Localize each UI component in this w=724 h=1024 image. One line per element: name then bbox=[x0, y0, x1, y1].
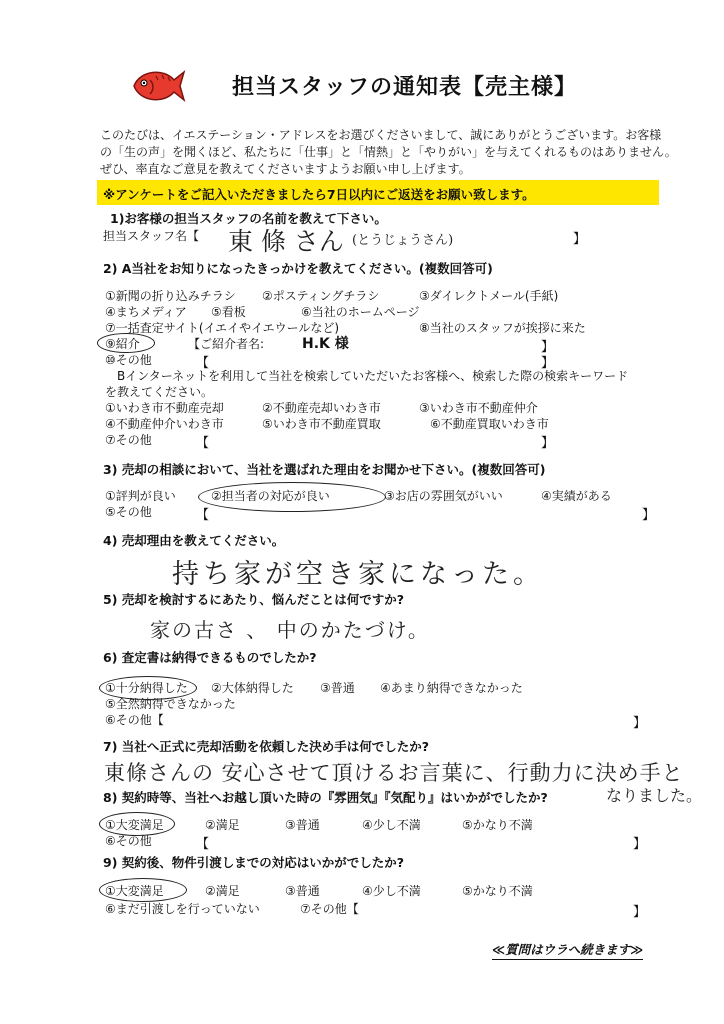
continue-note: ≪質問はウラへ続きます≫ bbox=[492, 940, 643, 960]
q2b-other-close: 】 bbox=[541, 436, 555, 451]
q2-option-other: ⑩その他 bbox=[105, 353, 152, 367]
q9-option: ⑥まだ引渡しを行っていない bbox=[105, 902, 260, 916]
q7-answer-handwritten-line-1: 東條さんの 安心させて頂けるお言葉に、行動力に決め手と bbox=[104, 761, 684, 785]
q9-question: 9) 契約後、物件引渡しまでの対応はいかがでしたか? bbox=[103, 855, 405, 870]
q2-referrer-value: H.K 様 bbox=[302, 336, 349, 352]
q3-question: 3) 売却の相談において、当社を選ばれた理由をお聞かせ下さい。(複数回答可) bbox=[103, 462, 546, 477]
q2-other-close: 】 bbox=[541, 356, 555, 371]
q5-question: 5) 売却を検討するにあたり、悩んだことは何ですか? bbox=[103, 592, 405, 607]
q1-label: 担当スタッフ名【 bbox=[103, 229, 200, 243]
q9-option: ②満足 bbox=[205, 884, 240, 898]
selected-circle-mark bbox=[99, 812, 175, 836]
q9-option: ③普通 bbox=[285, 884, 320, 898]
q9-option: ①大変満足 bbox=[105, 884, 164, 898]
q2-option: ⑧当社のスタッフが挨拶に来た bbox=[419, 321, 586, 335]
q6-option: ②大体納得した bbox=[211, 681, 294, 695]
q2-option: ⑥当社のホームページ bbox=[301, 305, 420, 319]
q2-option: ①新聞の折り込みチラシ bbox=[105, 289, 236, 303]
q2b-other-open: 【 bbox=[196, 436, 210, 451]
q7-answer-handwritten-line-2: なりました。 bbox=[606, 786, 703, 805]
q8-option: ③普通 bbox=[285, 818, 320, 832]
q1-question: 1)お客様の担当スタッフの名前を教えて下さい。 bbox=[110, 211, 387, 226]
q1-answer-handwritten: 東 條 さん bbox=[228, 227, 344, 256]
q2-option: ⑦一括査定サイト(イエイやイエウールなど) bbox=[105, 321, 340, 335]
q1-answer-reading: (とうじょうさん) bbox=[352, 233, 454, 248]
q8-option: ①大変満足 bbox=[105, 818, 164, 832]
q2-option-referral: ⑨紹介 bbox=[105, 337, 140, 351]
q8-option: ②満足 bbox=[205, 818, 240, 832]
selected-circle-mark bbox=[99, 878, 187, 902]
q2b-option: ②不動産売却いわき市 bbox=[262, 401, 381, 415]
q2-referrer-close: 】 bbox=[541, 340, 555, 355]
q3-other-close: 】 bbox=[642, 508, 656, 523]
intro-line-1: このたびは、イエステーション・アドレスをお選びくださいまして、誠にありがとうございます。お客様 bbox=[100, 128, 662, 142]
q8-option: ⑤かなり不満 bbox=[462, 818, 533, 832]
q4-answer-handwritten: 持ち家が空き家になった。 bbox=[172, 559, 544, 590]
selected-circle-mark bbox=[97, 333, 155, 353]
q3-option: ②担当者の対応が良い bbox=[211, 489, 330, 503]
q6-question: 6) 査定書は納得できるものでしたか? bbox=[103, 650, 317, 665]
q2-option: ③ダイレクトメール(手紙) bbox=[419, 289, 559, 303]
q2b-option: ①いわき市不動産売却 bbox=[105, 401, 224, 415]
q2-referrer-label: 【ご紹介者名: bbox=[188, 337, 265, 351]
selected-circle-mark bbox=[198, 482, 386, 512]
q2b-option: ⑤いわき市不動産買取 bbox=[262, 417, 381, 431]
q9-option: ④少し不満 bbox=[362, 884, 421, 898]
q6-option: ⑤全然納得できなかった bbox=[105, 697, 236, 711]
q7-question: 7) 当社へ正式に売却活動を依頼した決め手は何でしたか? bbox=[103, 739, 430, 754]
q2b-option: ④不動産仲介いわき市 bbox=[105, 417, 224, 431]
q6-option: ①十分納得した bbox=[105, 681, 188, 695]
q2-option: ②ポスティングチラシ bbox=[262, 289, 380, 303]
notice-banner-text: ※アンケートをご記入いただきましたら7日以内にご返送をお願い致します。 bbox=[103, 187, 535, 202]
q6-other-close: 】 bbox=[633, 716, 647, 731]
q8-other-open: 【 bbox=[196, 837, 210, 852]
q4-question: 4) 売却理由を教えてください。 bbox=[103, 533, 285, 548]
q3-other-open: 【 bbox=[196, 508, 210, 523]
q6-option: ④あまり納得できなかった bbox=[380, 681, 523, 695]
q9-option-other: ⑦その他【 bbox=[300, 902, 359, 916]
q3-option: ④実績がある bbox=[541, 489, 612, 503]
q2-question: 2) A当社をお知りになったきっかけを教えてください。(複数回答可) bbox=[103, 261, 493, 276]
page-title: 担当スタッフの通知表【売主様】 bbox=[232, 75, 578, 100]
q1-close-bracket: 】 bbox=[573, 232, 587, 247]
q8-question: 8) 契約時等、当社へお越し頂いた時の『雰囲気』『気配り』はいかがでしたか? bbox=[103, 790, 548, 805]
q8-other-close: 】 bbox=[633, 837, 647, 852]
q2b-question-line-2: を教えてください。 bbox=[105, 385, 214, 399]
notice-banner bbox=[97, 180, 659, 205]
intro-line-3: ぜひ、率直なご意見を教えてくださいますようお願い申し上げます。 bbox=[100, 162, 471, 176]
q2-other-open: 【 bbox=[196, 356, 210, 371]
q3-option: ③お店の雰囲気がいい bbox=[384, 489, 503, 503]
q5-answer-handwritten: 家の古さ 、 中のかたづけ。 bbox=[150, 618, 430, 642]
q2b-option-other: ⑦その他 bbox=[105, 433, 152, 447]
q2-option: ④まちメディア bbox=[105, 305, 187, 319]
q2b-option: ⑥不動産買取いわき市 bbox=[430, 417, 549, 431]
q9-other-close: 】 bbox=[633, 905, 647, 920]
q2-option: ⑤看板 bbox=[211, 305, 246, 319]
q3-option-other: ⑤その他 bbox=[105, 505, 152, 519]
q2b-question-line-1: Bインターネットを利用して当社を検索していただいたお客様へ、検索した際の検索キーワード bbox=[117, 369, 629, 383]
q8-option-other: ⑥その他 bbox=[105, 834, 152, 848]
q3-option: ①評判が良い bbox=[105, 489, 176, 503]
intro-line-2: の「生の声」を聞くほど、私たちに「仕事」と「情熱」と「やりがい」を与えてくれるものはありません。 bbox=[100, 145, 677, 159]
q6-option: ③普通 bbox=[320, 681, 355, 695]
q2b-option: ③いわき市不動産仲介 bbox=[419, 401, 538, 415]
tai-fish-logo bbox=[126, 62, 188, 108]
q6-option-other: ⑥その他【 bbox=[105, 713, 164, 727]
q8-option: ④少し不満 bbox=[362, 818, 421, 832]
q9-option: ⑤かなり不満 bbox=[462, 884, 533, 898]
